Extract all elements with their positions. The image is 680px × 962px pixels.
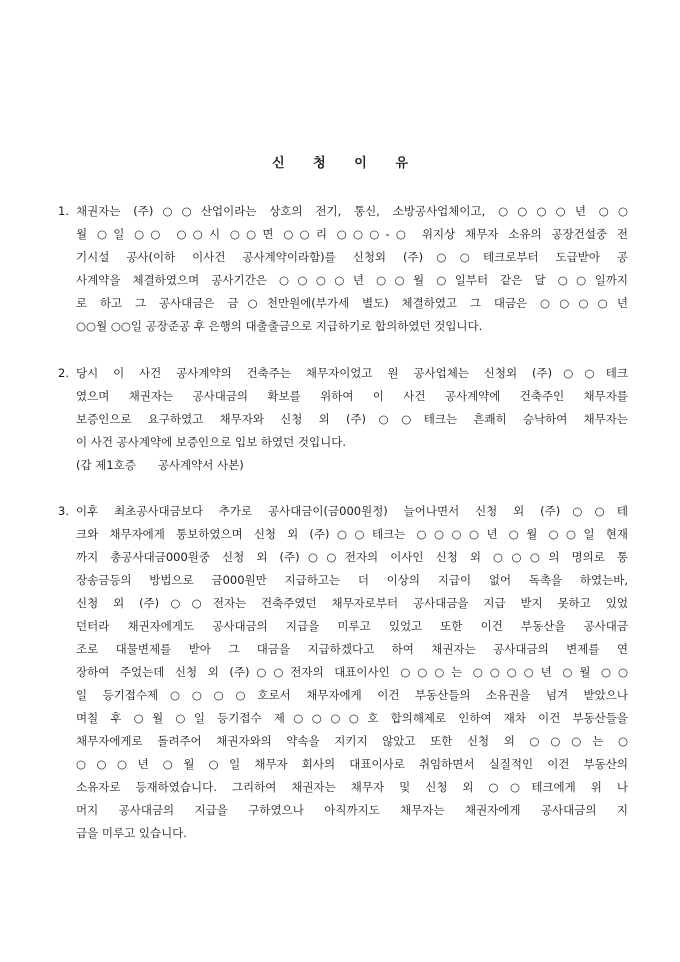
text-line: 급을 미루고 있습니다. bbox=[76, 826, 187, 840]
text-line: 채권자는 (주)○○산업이라는 상호의 전기, 통신, 소방공사업체이고, ○○○○년 ○○ bbox=[76, 204, 628, 218]
item-number: 1. bbox=[58, 204, 69, 218]
text-line: 신청 외 (주)○○전자는 건축주였던 채무자로부터 공사대금을 지급 받지 못하고 있었 bbox=[76, 596, 628, 610]
text-line: 던터라 채권자에게도 공사대금의 지급을 미루고 있었고 또한 이건 부동산을 공사대금 bbox=[76, 619, 628, 633]
text-line: 며칠 후 ○월 ○일 등기접수 제○○○○호 합의해제로 인하여 재차 이건 부동산들을 bbox=[76, 711, 628, 725]
item-body bbox=[76, 500, 628, 845]
text-line: 월 ○일 ○○ ○○시 ○○면 ○○리 ○○○-○ 위지상 채무자 소유의 공장건설중 전 bbox=[76, 227, 628, 241]
item-number: 3. bbox=[58, 504, 69, 518]
text-line: 였으며 채권자는 공사대금의 확보를 위하여 이 사건 공사계약에 건축주인 채무자를 bbox=[76, 389, 628, 403]
text-line: 일 등기접수제○○○○호로서 채무자에게 이건 부동산들의 소유권을 넘겨 받았으나 bbox=[76, 688, 628, 702]
text-line: 소유자로 등재하였습니다. 그리하여 채권자는 채무자 및 신청 외 ○○테크에게 위 나 bbox=[76, 780, 628, 794]
text-line: 당시 이 사건 공사계약의 건축주는 채무자이었고 원 공사업체는 신청외 (주)○○테크 bbox=[76, 366, 628, 380]
reason-item-2 bbox=[58, 362, 628, 477]
text-line: ○○○년 ○월 ○일 채무자 회사의 대표이사로 취임하면서 실질적인 이건 부동산의 bbox=[76, 757, 628, 771]
text-line: 크와 채무자에게 통보하였으며 신청 외 (주)○○테크는 ○○○○년 ○월 ○○일 현재 bbox=[76, 527, 628, 541]
text-line: 까지 총공사대금000원중 신청 외 (주)○○전자의 이사인 신청 외 ○○○의 명의로 통 bbox=[76, 550, 628, 564]
text-line: 보증인으로 요구하였고 채무자와 신청 외 (주)○○테크는 흔쾌히 승낙하여 채무자는 bbox=[76, 412, 628, 426]
text-line: 장하여 주었는데 신청 외 (주)○○전자의 대표이사인 ○○○는 ○○○○년 ○월 ○○ bbox=[76, 665, 628, 679]
text-line: 이 사건 공사계약에 보증인으로 입보 하였던 것입니다. bbox=[76, 435, 346, 449]
text-line: ○○월 ○○일 공장준공 후 은행의 대출출금으로 지급하기로 합의하였던 것입니다. bbox=[76, 319, 483, 333]
text-line: 장송금등의 방법으로 금000원만 지급하고는 더 이상의 지급이 없어 독촉을 하였는바, bbox=[76, 573, 628, 587]
text-line: 기시설 공사(이하 이사건 공사계약이라함)를 신청외 (주)○○테크로부터 도급받아 공 bbox=[76, 250, 628, 264]
text-line: 사계약을 체결하였으며 공사기간은 ○○○○년 ○○월 ○일부터 같은 달 ○○일까지 bbox=[76, 273, 628, 287]
text-line: 머지 공사대금의 지급을 구하였으나 아직까지도 채무자는 채권자에게 공사대금의 지 bbox=[76, 803, 628, 817]
text-line: 조로 대물변제를 받아 그 대금을 지급하겠다고 하여 채권자는 공사대금의 변제를 연 bbox=[76, 642, 628, 656]
text-line: 로 하고 그 공사대금은 금○천만원에(부가세 별도) 체결하였고 그 대금은 ○○○○년 bbox=[76, 296, 628, 310]
item-body bbox=[76, 200, 628, 338]
text-line: 채무자에게로 돌려주어 채권자와의 약속을 지키지 않았고 또한 신청 외 ○○○는 ○ bbox=[76, 734, 628, 748]
reason-item-3 bbox=[58, 500, 628, 845]
item-number: 2. bbox=[58, 366, 69, 380]
text-line: 이후 최초공사대금보다 추가로 공사대금이(금000원정) 늘어나면서 신청 외 (주)○○테 bbox=[76, 504, 628, 518]
evidence-reference: (갑 제1호증 공사계약서 사본) bbox=[76, 458, 244, 472]
page-title: 신 청 이 유 bbox=[272, 156, 408, 171]
reason-item-1 bbox=[58, 200, 628, 338]
item-body bbox=[76, 362, 628, 477]
